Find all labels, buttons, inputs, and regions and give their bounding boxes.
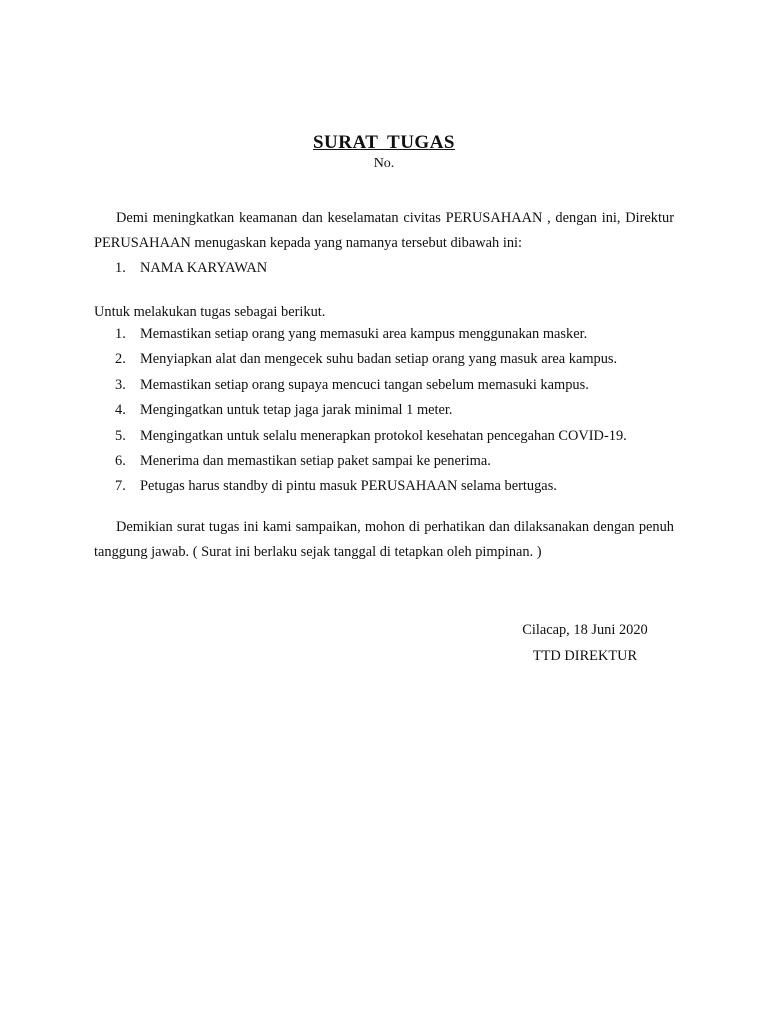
task-number: 2. bbox=[115, 351, 126, 368]
task-text: Menerima dan memastikan setiap paket sampai ke penerima. bbox=[140, 452, 491, 469]
task-number: 7. bbox=[115, 478, 126, 495]
intro-paragraph: Demi meningkatkan keamanan dan keselamatan civitas PERUSAHAAN , dengan ini, Direktur PERUSAHAAN menugaskan kepada yang namanya tersebut dibawah ini: bbox=[94, 210, 674, 251]
task-text: Memastikan setiap orang supaya mencuci tangan sebelum memasuki kampus. bbox=[140, 376, 589, 393]
task-text: Petugas harus standby di pintu masuk PERUSAHAAN selama bertugas. bbox=[140, 478, 557, 495]
employee-list-number: 1. bbox=[115, 260, 126, 276]
document-number-label: No. bbox=[373, 156, 395, 171]
place-date: Cilacap, 18 Juni 2020 bbox=[522, 622, 648, 638]
task-number: 5. bbox=[115, 427, 126, 444]
document-title: SURAT TUGAS bbox=[312, 132, 456, 153]
task-number: 1. bbox=[115, 326, 126, 342]
task-number: 6. bbox=[115, 452, 126, 469]
task-text: Mengingatkan untuk tetap jaga jarak minimal 1 meter. bbox=[140, 402, 453, 419]
task-number: 3. bbox=[115, 376, 126, 393]
signatory: TTD DIREKTUR bbox=[532, 648, 638, 664]
employee-name: NAMA KARYAWAN bbox=[140, 260, 268, 276]
closing-paragraph: Demikian surat tugas ini kami sampaikan, mohon di perhatikan dan dilaksanakan dengan penuh tanggung jawab. ( Surat ini berlaku sejak tanggal di tetapkan oleh pimpinan. ) bbox=[94, 519, 674, 560]
task-text: Memastikan setiap orang yang memasuki area kampus menggunakan masker. bbox=[140, 326, 588, 342]
task-number: 4. bbox=[115, 402, 126, 419]
tasks-intro: Untuk melakukan tugas sebagai berikut. bbox=[94, 304, 326, 320]
task-text: Mengingatkan untuk selalu menerapkan protokol kesehatan pencegahan COVID-19. bbox=[140, 427, 627, 444]
task-text: Menyiapkan alat dan mengecek suhu badan setiap orang yang masuk area kampus. bbox=[140, 351, 618, 368]
